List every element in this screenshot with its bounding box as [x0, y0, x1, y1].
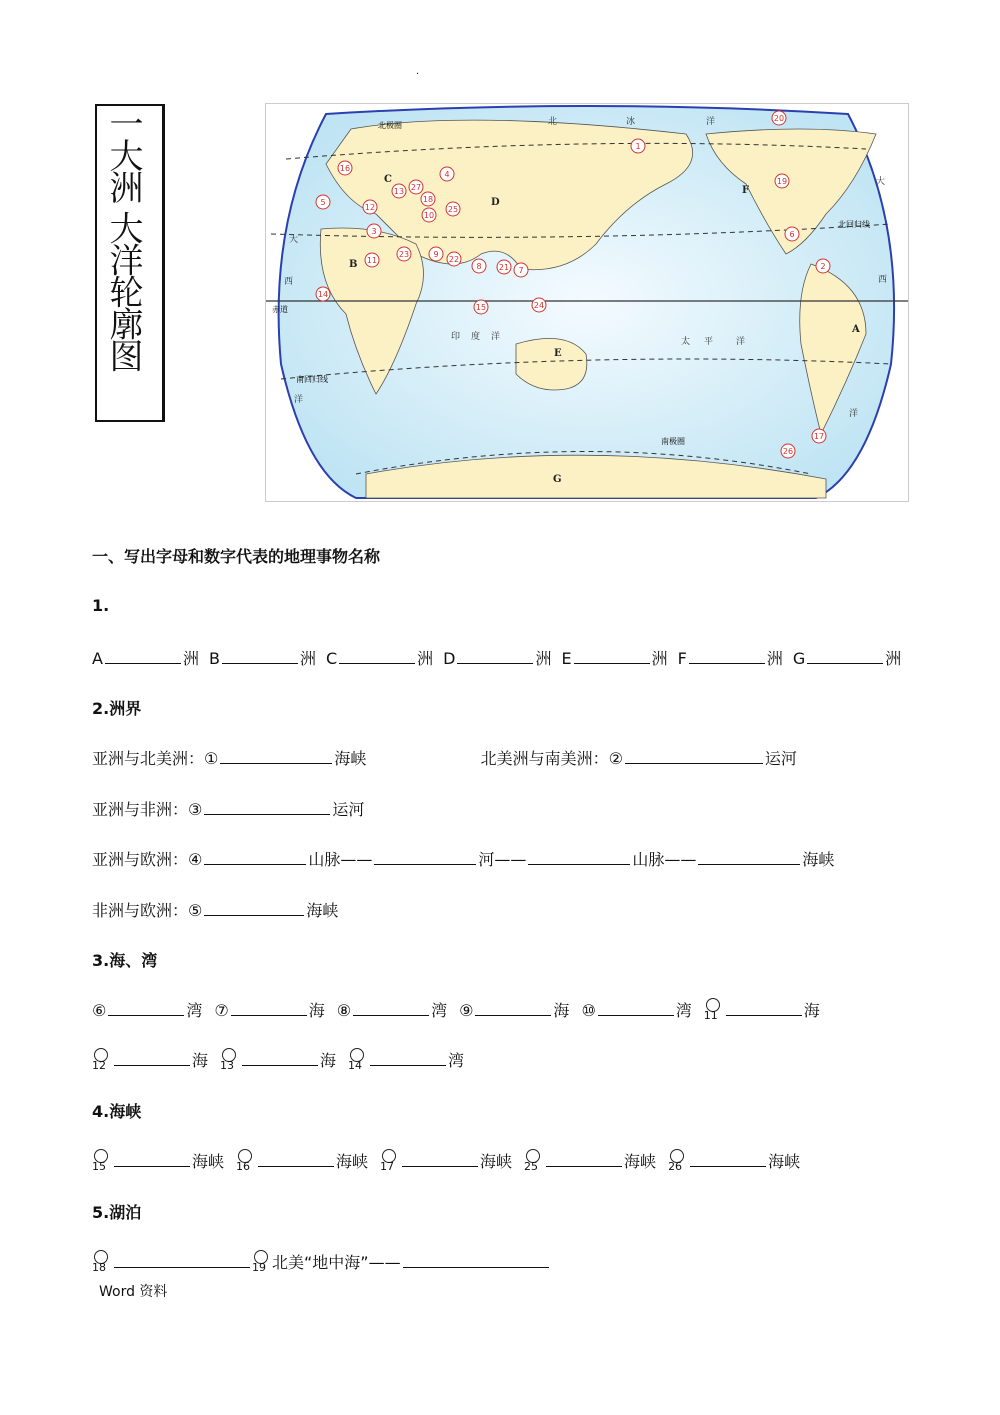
marker-17: 17 [380, 1151, 400, 1171]
world-map-svg [266, 104, 908, 501]
blank-6[interactable] [108, 999, 184, 1016]
map-marker-label-5: 5 [320, 198, 326, 207]
map-marker-label-25: 25 [447, 205, 459, 214]
q3-s13: 海 [320, 1051, 337, 1070]
q1-letter-B: B [208, 649, 220, 668]
q1-blank-E[interactable] [574, 647, 650, 664]
blank-5[interactable] [204, 899, 304, 916]
q1-row [92, 646, 911, 669]
map-marker-label-16: 16 [339, 164, 351, 173]
q1-label: 1. [92, 596, 110, 615]
blank-8[interactable] [353, 999, 429, 1016]
q1-suffix-B: 洲 [299, 649, 316, 668]
q1-blank-B[interactable] [222, 647, 298, 664]
map-marker-label-9: 9 [433, 250, 439, 259]
marker-15: 15 [92, 1151, 112, 1171]
label-arctic-circle: 北极圈 [378, 121, 402, 130]
q1-suffix-D: 洲 [535, 649, 552, 668]
blank-19[interactable] [403, 1251, 549, 1268]
map-marker-label-17: 17 [813, 432, 825, 441]
footer-text: Word 资料 [99, 1284, 168, 1300]
page-dot: . [416, 66, 420, 77]
blank-18[interactable] [114, 1251, 250, 1268]
q3-label: 3.海、湾 [92, 951, 158, 970]
q3-s7: 海 [308, 1001, 325, 1020]
land-australia [516, 338, 587, 390]
map-marker-label-11: 11 [366, 256, 378, 265]
marker-16: 16 [236, 1151, 256, 1171]
section-title: 一、写出字母和数字代表的地理事物名称 [92, 547, 381, 566]
marker-9: ⑨ [459, 1001, 474, 1020]
map-marker-label-20: 20 [773, 114, 785, 123]
q4-suffix-17: 海峡 [480, 1152, 513, 1171]
continent-F: F [742, 185, 750, 196]
q1-letter-A: A [92, 649, 103, 668]
ocean-indian-3: 洋 [491, 332, 501, 342]
marker-18: 18 [92, 1252, 112, 1272]
map-marker-label-3: 3 [371, 227, 377, 236]
blank-25[interactable] [546, 1150, 622, 1167]
map-marker-label-12: 12 [364, 203, 376, 212]
q3-row1 [92, 998, 820, 1021]
q2-r4-pre: 非洲与欧洲：⑤ [92, 901, 203, 920]
ocean-pacific-2: 平 [704, 337, 714, 347]
world-map [265, 103, 909, 502]
q3-s14: 湾 [448, 1051, 465, 1070]
blank-15[interactable] [114, 1150, 190, 1167]
q1-suffix-C: 洲 [417, 649, 434, 668]
continent-G: G [553, 474, 562, 485]
q1-letter-E: E [561, 649, 572, 668]
map-marker-label-15: 15 [475, 303, 487, 312]
q1-letter-C: C [325, 649, 338, 668]
q1-letter-D: D [443, 649, 456, 668]
blank-9[interactable] [475, 999, 551, 1016]
q2-r2-post: 运河 [332, 800, 365, 819]
map-marker-label-23: 23 [398, 250, 410, 259]
map-marker-label-4: 4 [444, 170, 450, 179]
label-equator: 赤道 [272, 305, 288, 314]
blank-16[interactable] [258, 1150, 334, 1167]
q2-r1b-pre: 北美洲与南美洲：② [480, 749, 623, 768]
blank-17[interactable] [402, 1150, 478, 1167]
vertical-title-box [95, 104, 165, 422]
q4-suffix-26: 海峡 [768, 1152, 801, 1171]
q2-r4-post: 海峡 [306, 901, 339, 920]
blank-11[interactable] [726, 999, 802, 1016]
marker-8: ⑧ [336, 1001, 352, 1020]
q4-suffix-15: 海峡 [192, 1152, 225, 1171]
ocean-atlantic-e-1: 大 [876, 177, 886, 187]
blank-12[interactable] [114, 1049, 190, 1066]
map-marker-label-14: 14 [317, 290, 329, 299]
q2-row3 [92, 847, 834, 870]
ocean-indian-2: 度 [471, 332, 481, 342]
marker-6: ⑥ [92, 1001, 107, 1020]
q2-r1b-post: 运河 [764, 749, 797, 768]
continent-E: E [554, 348, 562, 359]
map-marker-label-10: 10 [423, 211, 435, 220]
ocean-pacific-1: 太 [681, 337, 691, 347]
map-marker-label-18: 18 [422, 195, 434, 204]
marker-11: 11 [704, 1000, 724, 1020]
q1-blank-D[interactable] [457, 647, 533, 664]
ocean-arctic-1: 北 [548, 117, 558, 127]
q3-s10: 湾 [675, 1001, 692, 1020]
map-marker-label-24: 24 [533, 301, 545, 310]
map-marker-label-2: 2 [820, 262, 826, 271]
map-marker-label-1: 1 [635, 142, 641, 151]
continent-B: B [349, 259, 358, 270]
ocean-indian-1: 印 [451, 332, 461, 342]
q2-r2-pre: 亚洲与非洲：③ [92, 800, 203, 819]
label-antarctic-circle: 南极圈 [661, 437, 685, 446]
label-tropic-cancer: 北回归线 [838, 220, 870, 229]
marker-12: 12 [92, 1050, 112, 1070]
q4-suffix-16: 海峡 [336, 1152, 369, 1171]
continent-D: D [491, 197, 500, 208]
q2-r3-b: 河—— [478, 850, 527, 869]
blank-3[interactable] [204, 798, 330, 815]
blank-10[interactable] [598, 999, 674, 1016]
q2-r3-pre: 亚洲与欧洲：④ [92, 850, 203, 869]
blank-4a[interactable] [204, 848, 306, 865]
q5-text19: 北美“地中海”—— [272, 1253, 401, 1272]
ocean-atlantic-w-3: 洋 [294, 395, 304, 405]
q1-suffix-E: 洲 [651, 649, 668, 668]
ocean-atlantic-e-3: 洋 [849, 409, 859, 419]
blank-1[interactable] [220, 747, 332, 764]
q1-letter-F: F [677, 649, 687, 668]
map-marker-label-22: 22 [448, 255, 460, 264]
map-marker-label-27: 27 [410, 183, 422, 192]
q5-row [92, 1250, 551, 1273]
q2-label: 2.洲界 [92, 699, 142, 718]
q4-label: 4.海峡 [92, 1102, 142, 1121]
continent-C: C [384, 174, 392, 185]
blank-4d[interactable] [698, 848, 800, 865]
ocean-atlantic-e-2: 西 [878, 275, 888, 285]
ocean-arctic-3: 洋 [706, 117, 716, 127]
q3-s8: 湾 [431, 1001, 448, 1020]
q1-blank-G[interactable] [807, 647, 883, 664]
q2-r3-c: 山脉—— [632, 850, 697, 869]
q3-s6: 湾 [186, 1001, 203, 1020]
marker-14: 14 [348, 1050, 368, 1070]
marker-26: 26 [668, 1151, 688, 1171]
q3-row2 [92, 1048, 464, 1071]
q2-row1 [92, 746, 797, 769]
q4-suffix-25: 海峡 [624, 1152, 657, 1171]
q3-s11: 海 [803, 1001, 820, 1020]
blank-14[interactable] [370, 1049, 446, 1066]
q1-suffix-F: 洲 [766, 649, 783, 668]
marker-7: ⑦ [214, 1001, 229, 1020]
q1-blank-F[interactable] [689, 647, 765, 664]
blank-13[interactable] [242, 1049, 318, 1066]
q1-suffix-G: 洲 [885, 649, 902, 668]
blank-4b[interactable] [374, 848, 476, 865]
map-marker-label-19: 19 [776, 177, 788, 186]
blank-2[interactable] [625, 747, 763, 764]
q2-r1a-pre: 亚洲与北美洲：① [92, 749, 219, 768]
q2-row4 [92, 898, 338, 921]
marker-10: ⑩ [581, 1001, 596, 1020]
q1-suffix-A: 洲 [182, 649, 199, 668]
continent-A: A [852, 324, 860, 335]
marker-13: 13 [220, 1050, 240, 1070]
marker-19: 19 [252, 1252, 272, 1272]
ocean-pacific-3: 洋 [736, 337, 746, 347]
q5-label: 5.湖泊 [92, 1203, 142, 1222]
map-marker-label-6: 6 [789, 230, 795, 239]
q2-r3-a: 山脉—— [308, 850, 373, 869]
q2-r1a-post: 海峡 [334, 749, 367, 768]
map-marker-label-26: 26 [782, 447, 794, 456]
blank-26[interactable] [690, 1150, 766, 1167]
blank-4c[interactable] [528, 848, 630, 865]
label-tropic-capricorn: 南回归线 [296, 375, 328, 384]
ocean-arctic-2: 冰 [626, 117, 636, 127]
blank-7[interactable] [231, 999, 307, 1016]
q3-s9: 海 [553, 1001, 570, 1020]
map-marker-label-7: 7 [518, 266, 524, 275]
q4-row [92, 1149, 800, 1172]
q1-blank-A[interactable] [105, 647, 181, 664]
q2-r3-d: 海峡 [802, 850, 835, 869]
map-marker-label-8: 8 [476, 262, 482, 271]
q3-s12: 海 [192, 1051, 209, 1070]
ocean-atlantic-w-1: 大 [289, 235, 299, 245]
map-marker-label-21: 21 [498, 263, 510, 272]
q2-row2 [92, 797, 364, 820]
q1-letter-G: G [792, 649, 806, 668]
q1-blank-C[interactable] [339, 647, 415, 664]
vertical-title: 一大洲 大洋轮廓图 [103, 106, 143, 371]
marker-25: 25 [524, 1151, 544, 1171]
ocean-atlantic-w-2: 西 [284, 277, 294, 287]
map-marker-label-13: 13 [393, 187, 405, 196]
